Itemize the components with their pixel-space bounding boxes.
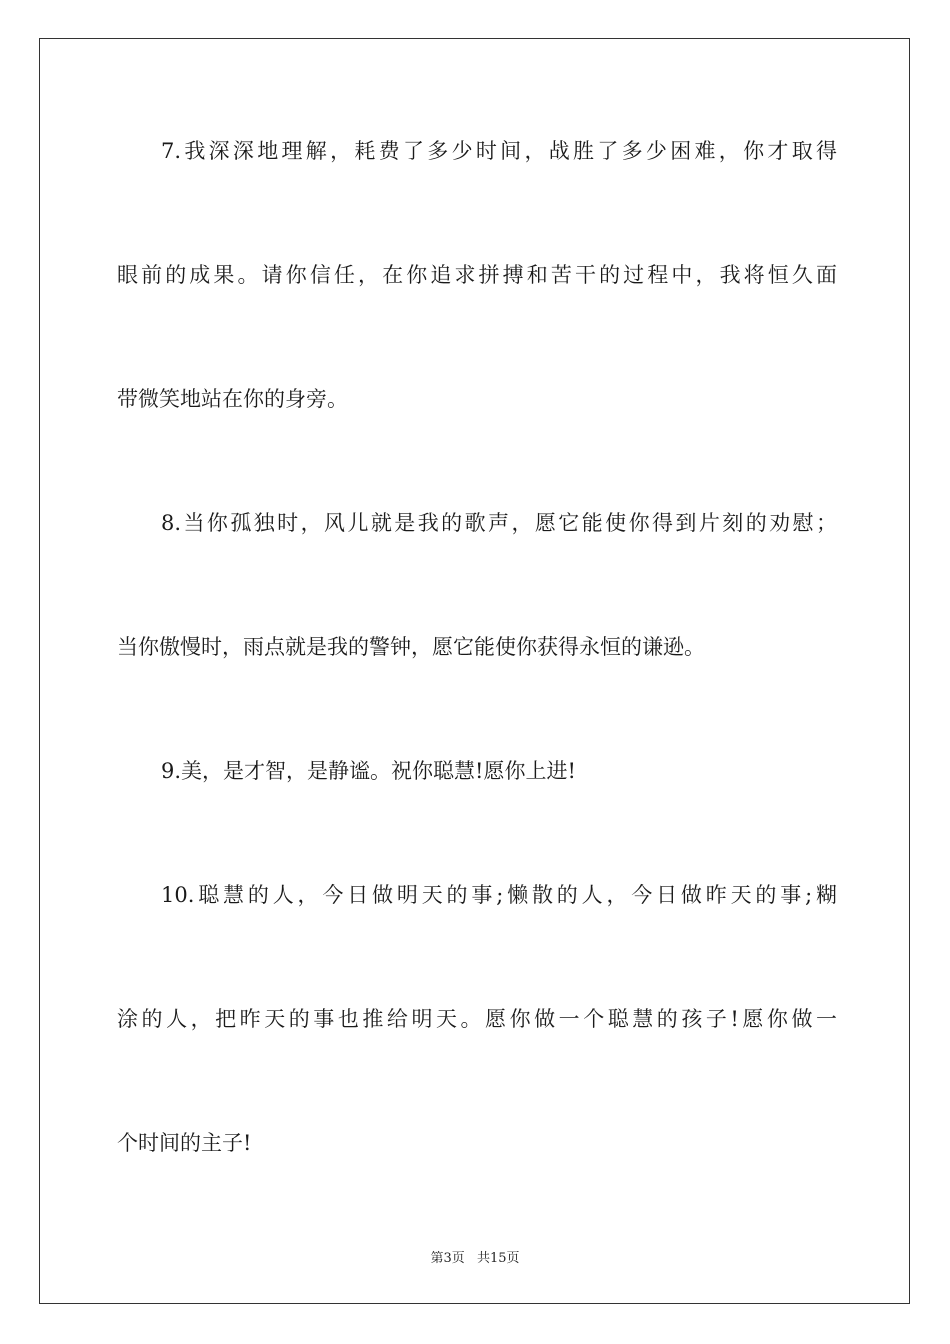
- paragraph-8-line-2: 当你傲慢时，雨点就是我的警钟，愿它能使你获得永恒的谦逊。: [117, 635, 705, 659]
- paragraph-7-line-2: 眼前的成果。请你信任，在你追求拼搏和苦干的过程中，我将恒久面: [117, 263, 837, 287]
- page-number: 第3页: [430, 1251, 465, 1266]
- paragraph-7-line-3: 带微笑地站在你的身旁。: [117, 387, 348, 411]
- paragraph-10-line-3: 个时间的主子!: [117, 1131, 252, 1155]
- paragraph-8-line-1: 8.当你孤独时，风儿就是我的歌声，愿它能使你得到片刻的劝慰；: [161, 511, 837, 535]
- paragraph-7-line-1: 7.我深深地理解，耗费了多少时间，战胜了多少困难，你才取得: [161, 139, 837, 163]
- paragraph-10-line-2: 涂的人，把昨天的事也推给明天。愿你做一个聪慧的孩子!愿你做一: [117, 1007, 837, 1031]
- page-total: 共15页: [476, 1251, 520, 1266]
- page-footer: [0, 1247, 950, 1266]
- paragraph-9-line-1: 9.美，是才智，是静谧。祝你聪慧!愿你上进!: [161, 759, 576, 783]
- page-frame: [39, 38, 910, 1304]
- paragraph-10-line-1: 10.聪慧的人，今日做明天的事;懒散的人，今日做昨天的事;糊: [161, 883, 837, 907]
